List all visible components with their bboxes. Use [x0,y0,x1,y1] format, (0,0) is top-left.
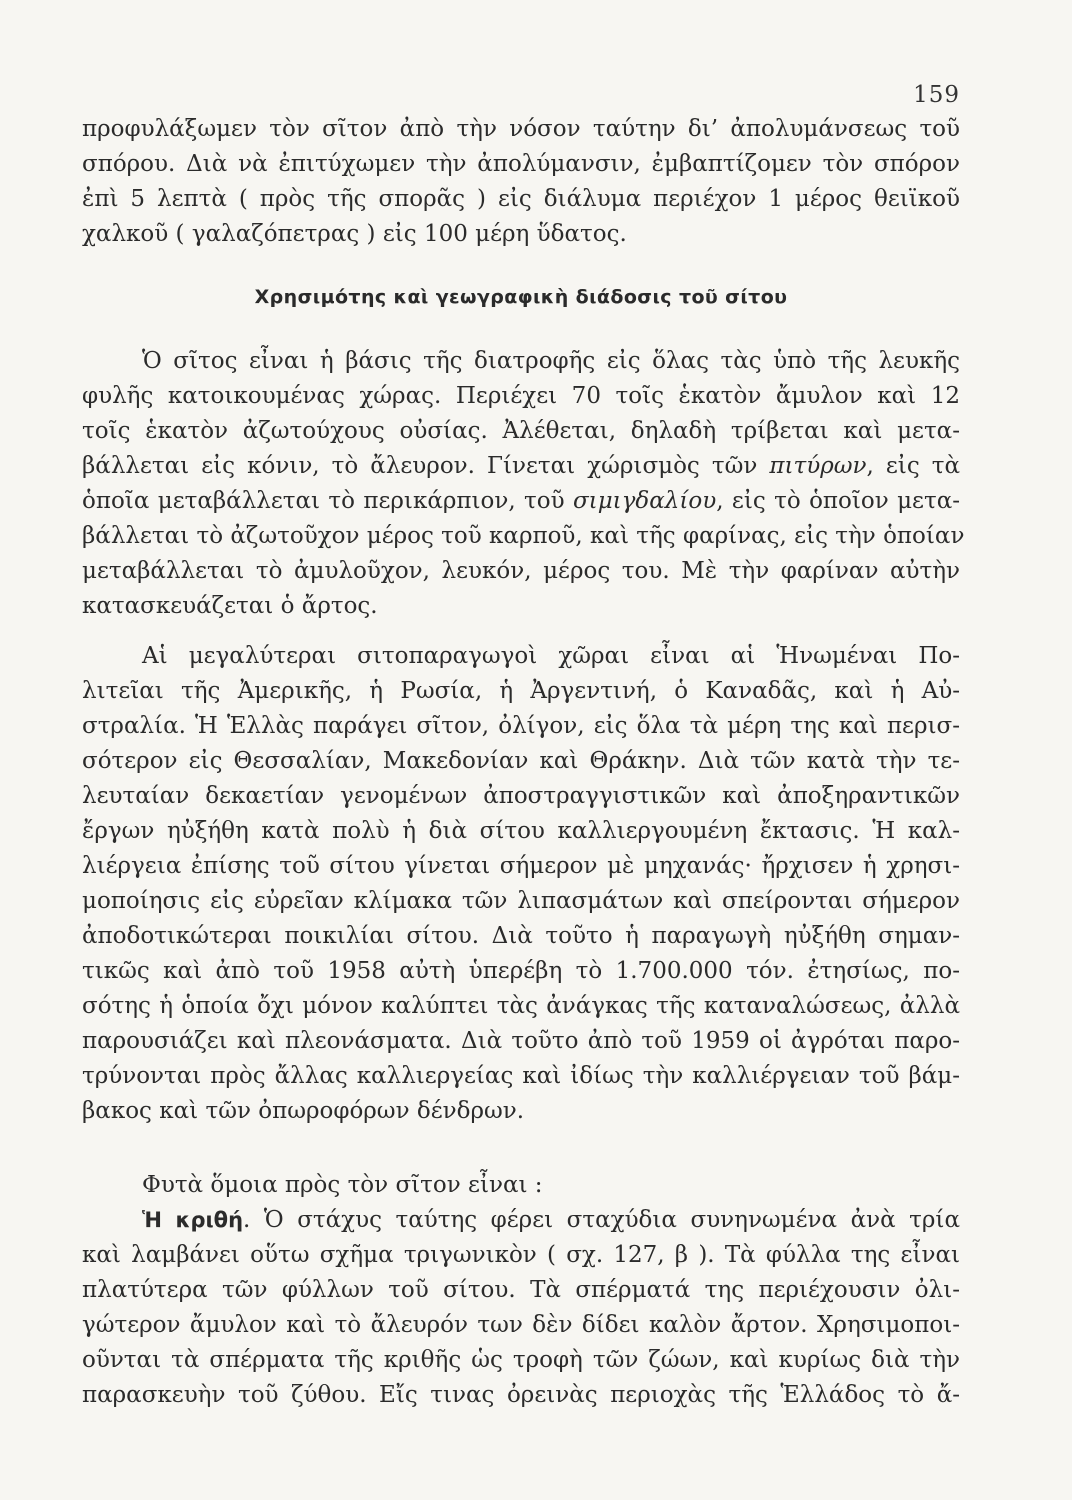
text-run: . Ὁ στάχυς ταύτης φέρει σταχύδια συνηνωμένα ἀνὰ τρία [243,1207,960,1233]
text-line: χαλκοῦ ( γαλαζόπετρας ) εἰς 100 μέρη ὕδατος. [82,221,627,247]
italic-term: σιμιγδαλίου [572,488,717,514]
text-run: , εἰς τὸ ὁποῖον μετα- [716,488,961,514]
text-line: ἐπὶ 5 λεπτὰ ( πρὸς τῆς σπορᾶς ) εἰς διάλυμα περιέχον 1 μέρος θειϊκοῦ [82,186,960,212]
text-line: Ὁ σῖτος εἶναι ἡ βάσις τῆς διατροφῆς εἰς ὅλας τὰς ὑπὸ τῆς λευκῆς [142,348,960,374]
text-line-mixed [82,486,960,516]
text-line: ἔργων ηὐξήθη κατὰ πολὺ ἡ διὰ σίτου καλλιεργουμένη ἔκτασις. Ἡ καλ- [82,818,960,844]
text-line: στραλία. Ἡ Ἑλλὰς παράγει σῖτον, ὀλίγον, εἰς ὅλα τὰ μέρη της καὶ περισ- [82,713,960,739]
section-heading: Χρησιμότης καὶ γεωγραφικὴ διάδοσις τοῦ σίτου [254,286,788,308]
text-line: βάλλεται τὸ ἀζωτοῦχον μέρος τοῦ καρποῦ, καὶ τῆς φαρίνας, εἰς τὴν ὁποίαν [82,523,965,549]
text-line: σότερον εἰς Θεσσαλίαν, Μακεδονίαν καὶ Θράκην. Διὰ τῶν κατὰ τὴν τε- [82,748,960,774]
text-line: τοῖς ἑκατὸν ἀζωτούχους οὐσίας. Ἀλέθεται, δηλαδὴ τρίβεται καὶ μετα- [82,418,960,444]
bold-term: Ἡ κριθή [142,1208,244,1232]
text-line: καὶ λαμβάνει οὕτω σχῆμα τριγωνικὸν ( σχ. 127, β ). Τὰ φύλλα της εἶναι [82,1242,960,1268]
text-line: βακος καὶ τῶν ὀπωροφόρων δένδρων. [82,1098,525,1124]
text-line: λευταίαν δεκαετίαν γενομένων ἀποστραγγιστικῶν καὶ ἀποξηραντικῶν [82,783,960,809]
italic-term: πιτύρων [769,453,867,479]
text-line: παρασκευὴν τοῦ ζύθου. Εἴς τινας ὀρεινὰς περιοχὰς τῆς Ἑλλάδος τὸ ἄ- [82,1382,960,1408]
text-line: μεταβάλλεται τὸ ἀμυλοῦχον, λευκόν, μέρος του. Μὲ τὴν φαρίναν αὐτὴν [82,558,960,584]
text-line: παρουσιάζει καὶ πλεονάσματα. Διὰ τοῦτο ἀπὸ τοῦ 1959 οἱ ἀγρόται παρο- [82,1028,960,1054]
text-run: ὁποῖα μεταβάλλεται τὸ περικάρπιον, τοῦ [82,488,565,514]
text-line: λιέργεια ἐπίσης τοῦ σίτου γίνεται σήμερον μὲ μηχανάς· ἤρχισεν ἡ χρησι- [82,853,960,879]
text-line: σπόρου. Διὰ νὰ ἐπιτύχωμεν τὴν ἀπολύμανσιν, ἐμβαπτίζομεν τὸν σπόρον [82,151,960,177]
text-line: γώτερον ἄμυλον καὶ τὸ ἄλευρόν των δὲν δίδει καλὸν ἄρτον. Χρησιμοποι- [82,1312,960,1338]
text-run: βάλλεται εἰς κόνιν, τὸ ἄλευρον. Γίνεται χώρισμὸς τῶν [82,453,758,479]
text-line: προφυλάξωμεν τὸν σῖτον ἀπὸ τὴν νόσον ταύτην δι’ ἀπολυμάνσεως τοῦ [82,116,960,142]
text-line-mixed [82,1205,960,1235]
text-line-mixed [82,451,960,481]
text-line: μοποίησις εἰς εὐρεῖαν κλίμακα τῶν λιπασμάτων καὶ σπείρονται σήμερον [82,888,960,914]
text-line: τικῶς καὶ ἀπὸ τοῦ 1958 αὐτὴ ὑπερέβη τὸ 1.700.000 τόν. ἐτησίως, πο- [82,958,960,984]
page-number: 159 [913,82,960,108]
text-line: φυλῆς κατοικουμένας χώρας. Περιέχει 70 τοῖς ἑκατὸν ἄμυλον καὶ 12 [82,383,960,409]
text-line: κατασκευάζεται ὁ ἄρτος. [82,593,378,619]
text-line: πλατύτερα τῶν φύλλων τοῦ σίτου. Τὰ σπέρματά της περιέχουσιν ὀλι- [82,1277,960,1303]
text-line: τρύνονται πρὸς ἄλλας καλλιεργείας καὶ ἰδίως τὴν καλλιέργειαν τοῦ βάμ- [82,1063,960,1089]
text-line: οῦνται τὰ σπέρματα τῆς κριθῆς ὡς τροφὴ τῶν ζώων, καὶ κυρίως διὰ τὴν [82,1347,960,1373]
text-line: λιτεῖαι τῆς Ἀμερικῆς, ἡ Ρωσία, ἡ Ἀργεντινή, ὁ Καναδᾶς, καὶ ἡ Αὐ- [82,678,960,704]
text-line: Αἱ μεγαλύτεραι σιτοπαραγωγοὶ χῶραι εἶναι αἱ Ἡνωμέναι Πο- [142,643,960,669]
text-line: σότης ἡ ὁποία ὄχι μόνον καλύπτει τὰς ἀνάγκας τῆς καταναλώσεως, ἀλλὰ [82,993,960,1019]
text-line: ἀποδοτικώτεραι ποικιλίαι σίτου. Διὰ τοῦτο ἡ παραγωγὴ ηὐξήθη σημαν- [82,923,960,949]
text-run: , εἰς τὰ [866,453,961,479]
text-line: Φυτὰ ὅμοια πρὸς τὸν σῖτον εἶναι : [142,1172,543,1198]
